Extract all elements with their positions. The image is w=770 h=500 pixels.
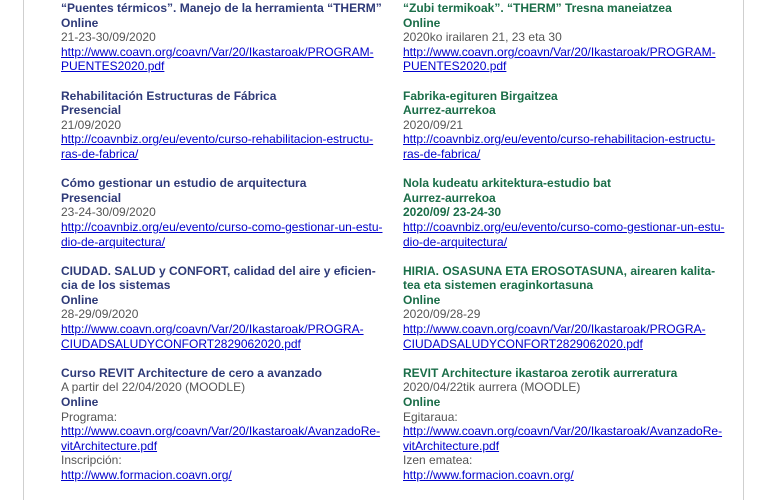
- spanish-column: [61, 1, 391, 497]
- course-date: 2020ko irailaren 21, 23 eta 30: [403, 30, 562, 45]
- course-entry-puentes-es: [61, 1, 391, 74]
- course-mode: Online: [61, 15, 99, 30]
- course-date: A partir del 22/04/2020 (MOODLE): [61, 380, 246, 395]
- course-link[interactable]: http://www.coavn.org/coavn/Var/20/Ikastaroak/PROGRAM- PUENTES2020.pdf: [61, 44, 374, 74]
- signup-link[interactable]: http://www.formacion.coavn.org/: [61, 468, 232, 482]
- course-mode: Online: [403, 15, 441, 30]
- course-title: Rehabilitación Estructuras de Fábrica: [61, 88, 277, 103]
- course-date: 28-29/09/2020: [61, 307, 139, 322]
- program-link[interactable]: http://www.coavn.org/coavn/Var/20/Ikastaroak/AvanzadoRe- vitArchitecture.pdf: [403, 424, 723, 453]
- course-link[interactable]: http://www.coavn.org/coavn/Var/20/Ikastaroak/PROGRA- CIUDADSALUDYCONFORT2829062020.pdf: [61, 322, 364, 351]
- course-date: 23-24-30/09/2020: [61, 205, 156, 220]
- course-entry-puentes-eu: [403, 1, 738, 74]
- course-link[interactable]: http://coavnbiz.org/eu/evento/curso-rehabilitacion-estructu- ras-de-fabrica/: [61, 132, 374, 161]
- course-entry-hiria-eu: [403, 264, 738, 352]
- course-title: REVIT Architecture ikastaroa zerotik aurreratura: [403, 365, 678, 380]
- course-date: 2020/09/ 23-24-30: [403, 205, 502, 220]
- course-link[interactable]: http://www.coavn.org/coavn/Var/20/Ikastaroak/PROGRAM- PUENTES2020.pdf: [403, 44, 716, 74]
- course-date: 21-23-30/09/2020: [61, 30, 156, 45]
- course-mode: Aurrez-aurrekoa: [403, 190, 496, 205]
- course-title: Nola kudeatu arkitektura-estudio bat: [403, 176, 612, 191]
- course-title: Fabrika-egituren Birgaitzea: [403, 88, 558, 103]
- course-mode: Online: [403, 395, 441, 410]
- course-entry-fabrica-es: [61, 89, 391, 162]
- signup-link[interactable]: http://www.formacion.coavn.org/: [403, 468, 574, 482]
- course-link[interactable]: http://www.coavn.org/coavn/Var/20/Ikastaroak/PROGRA- CIUDADSALUDYCONFORT2829062020.pdf: [403, 322, 706, 351]
- signup-label: Izen ematea:: [403, 453, 473, 468]
- course-entry-revit-es: [61, 366, 391, 483]
- signup-label: Inscripción:: [61, 453, 122, 468]
- program-label: Egitaraua:: [403, 409, 458, 424]
- basque-column: [403, 1, 738, 497]
- course-mode: Presencial: [61, 103, 122, 118]
- course-date: 21/09/2020: [61, 117, 122, 132]
- course-entry-revit-eu: [403, 366, 738, 483]
- course-link[interactable]: http://coavnbiz.org/eu/evento/curso-como-gestionar-un-estu- dio-de-arquitectura/: [61, 219, 383, 249]
- course-link[interactable]: http://coavnbiz.org/eu/evento/curso-como-gestionar-un-estu- dio-de-arquitectura/: [403, 219, 725, 249]
- course-mode: Online: [61, 292, 99, 307]
- program-label: Programa:: [61, 409, 118, 424]
- course-mode: Online: [403, 292, 441, 307]
- course-entry-estudio-es: [61, 176, 391, 249]
- course-mode: Online: [61, 395, 99, 410]
- course-title: CIUDAD. SALUD y CONFORT, calidad del aire y eficien- cia de los sistemas: [61, 263, 376, 293]
- course-mode: Presencial: [61, 190, 122, 205]
- course-title: “Zubi termikoak”. “THERM” Tresna maneiatzea: [403, 1, 672, 15]
- course-entry-fabrica-eu: [403, 89, 738, 162]
- course-link[interactable]: http://coavnbiz.org/eu/evento/curso-rehabilitacion-estructu- ras-de-fabrica/: [403, 132, 716, 161]
- course-date: 2020/04/22tik aurrera (MOODLE): [403, 380, 581, 395]
- course-date: 2020/09/28-29: [403, 307, 481, 322]
- course-title: Cómo gestionar un estudio de arquitectura: [61, 176, 307, 191]
- program-link[interactable]: http://www.coavn.org/coavn/Var/20/Ikastaroak/AvanzadoRe- vitArchitecture.pdf: [61, 424, 381, 453]
- course-title: “Puentes térmicos”. Manejo de la herramienta “THERM”: [61, 1, 382, 15]
- course-title: Curso REVIT Architecture de cero a avanzado: [61, 365, 322, 380]
- course-title: HIRIA. OSASUNA ETA EROSOTASUNA, airearen kalita- tea eta sistemen eraginkortasuna: [403, 263, 716, 293]
- course-entry-ciudad-es: [61, 264, 391, 352]
- course-date: 2020/09/21: [403, 117, 464, 132]
- course-entry-estudio-eu: [403, 176, 738, 249]
- course-mode: Aurrez-aurrekoa: [403, 103, 496, 118]
